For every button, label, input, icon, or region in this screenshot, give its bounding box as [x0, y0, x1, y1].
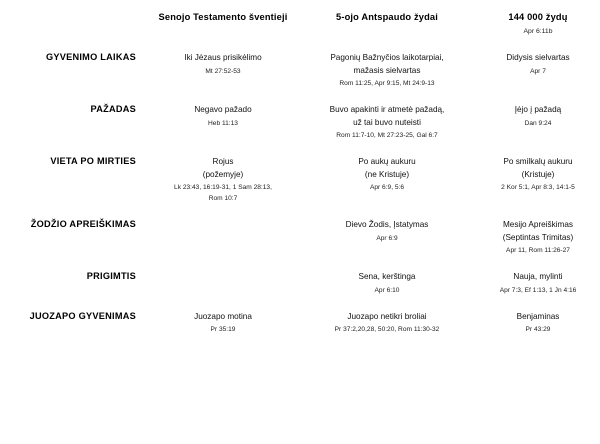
cell-text-line: Įėjo į pažadą: [514, 105, 562, 114]
spacer-cell: [0, 37, 148, 51]
scripture-reference-line: Heb 11:13: [208, 119, 238, 127]
scripture-reference-line: Pr 37:2,20,28, 50:20, Rom 11:30-32: [334, 326, 440, 333]
scripture-reference: [150, 66, 296, 77]
row-label: JUOZAPO GYVENIMAS: [29, 310, 136, 321]
row-label: GYVENIMO LAIKAS: [45, 52, 136, 62]
column-header-fifth-seal-jews: [298, 0, 476, 37]
scripture-reference-line: Pr 35:19: [210, 326, 236, 333]
cell-text-line: Benjaminas: [516, 311, 560, 321]
cell-text-line: Mesijo Apreiškimas: [502, 220, 574, 229]
column-header-144000-jews: [476, 0, 600, 37]
scripture-reference: [478, 118, 598, 129]
scripture-reference: [478, 66, 598, 77]
table-cell: [476, 218, 600, 270]
spacer-cell: [148, 37, 298, 51]
scripture-reference-line: Rom 10:7: [208, 195, 238, 202]
table-row: [0, 51, 600, 103]
scripture-reference: [150, 182, 296, 204]
row-label: PRIGIMTIS: [86, 271, 136, 281]
table-cell: [298, 310, 476, 350]
cell-text-line: (ne Kristuje): [364, 169, 410, 179]
cell-text-line: Buvo apakinti ir atmetė pažadą,: [329, 105, 445, 114]
table-cell: [148, 270, 298, 310]
column-header-title: 5-ojo Antspaudo žydai: [336, 12, 438, 22]
table-row: [0, 218, 600, 270]
table-cell: [476, 155, 600, 218]
header-row: [0, 0, 600, 37]
scripture-reference: [300, 285, 474, 296]
scripture-reference-line: Apr 7: [530, 67, 546, 75]
column-header-old-testament-saints: [148, 0, 298, 37]
table-cell: [148, 103, 298, 155]
scripture-reference: [150, 118, 296, 129]
scripture-reference: [300, 130, 474, 141]
cell-text-line: Dievo Žodis, Įstatymas: [345, 220, 429, 229]
table-row: [0, 103, 600, 155]
cell-text-line: Juozapo motina: [194, 311, 252, 321]
spacer-cell: [476, 37, 600, 51]
scripture-reference: [300, 182, 474, 193]
scripture-reference: [478, 245, 598, 256]
scripture-reference: [300, 78, 474, 89]
scripture-reference: [478, 324, 598, 335]
scripture-reference-line: Apr 11, Rom 11:26-27: [506, 247, 570, 254]
table-row: [0, 155, 600, 218]
scripture-reference-line: Pr 43:29: [525, 326, 551, 333]
table-cell: [148, 218, 298, 270]
scripture-reference-line: Dan 9:24: [524, 119, 552, 127]
header-spacer: [0, 37, 600, 51]
cell-text-line: Juozapo netikri broliai: [347, 311, 427, 321]
scripture-reference: [300, 324, 474, 335]
table-cell: [476, 270, 600, 310]
cell-text-line: Nauja, mylinti: [513, 272, 563, 281]
scripture-reference-line: Rom 11:7-10, Mt 27:23-25, Gal 6:7: [336, 132, 438, 139]
cell-text-line: Didysis sielvartas: [506, 53, 570, 62]
scripture-reference: [150, 324, 296, 335]
cell-text-line: Sena, kerštinga: [358, 272, 416, 281]
scripture-reference-line: Mt 27:52-53: [205, 67, 241, 75]
table-cell: [148, 310, 298, 350]
header-label-corner: [0, 0, 148, 37]
cell-text-line: (Septintas Trimitas): [502, 232, 574, 242]
scripture-reference-line: Apr 7:3, Ef 1:13, 1 Jn 4:16: [499, 286, 577, 294]
table-row: [0, 310, 600, 350]
column-header-title: Senojo Testamento šventieji: [158, 12, 288, 22]
table-cell: [298, 155, 476, 218]
table-cell: [476, 310, 600, 350]
scripture-reference: [478, 285, 598, 296]
cell-text-line: (Kristuje): [521, 169, 555, 179]
row-label: ŽODŽIO APREIŠKIMAS: [30, 219, 136, 229]
table-header: [0, 0, 600, 51]
scripture-reference-line: Apr 6:10: [374, 286, 400, 294]
table-body: [0, 51, 600, 349]
scripture-reference-line: Rom 11:25, Apr 9:15, Mt 24:9-13: [339, 80, 435, 87]
table-cell: [476, 51, 600, 103]
scripture-reference-line: Apr 6:9, 5:6: [369, 184, 405, 191]
scripture-reference-line: Lk 23:43, 16:19-31, 1 Sam 28:13,: [174, 184, 272, 191]
cell-text-line: Negavo pažado: [194, 105, 252, 114]
column-header-reference: Apr 6:11b: [523, 28, 553, 35]
cell-text-line: Iki Jėzaus prisikėlimo: [184, 53, 262, 62]
scripture-reference: [300, 233, 474, 244]
cell-text-line: Po aukų aukuru: [358, 157, 416, 166]
scripture-reference: [478, 182, 598, 193]
scripture-reference-line: Apr 6:9: [376, 234, 398, 242]
table-cell: [298, 103, 476, 155]
table-cell: [298, 270, 476, 310]
scripture-reference-line: 2 Kor 5:1, Apr 8:3, 14:1-5: [501, 184, 575, 191]
table-cell: [148, 51, 298, 103]
column-header-title: 144 000 žydų: [508, 12, 568, 22]
row-label: VIETA PO MIRTIES: [50, 156, 136, 166]
cell-text-line: Pagonių Bažnyčios laikotarpiai,: [330, 53, 444, 62]
cell-text-line: Rojus: [212, 157, 234, 166]
cell-text-line: Po smilkalų aukuru: [503, 157, 573, 166]
cell-text-line: (požemyje): [202, 169, 244, 179]
cell-text-line: mažasis sielvartas: [353, 65, 421, 75]
table-cell: [148, 155, 298, 218]
table-row: [0, 270, 600, 310]
table-cell: [298, 218, 476, 270]
table-cell: [476, 103, 600, 155]
spacer-cell: [298, 37, 476, 51]
row-label: PAŽADAS: [90, 104, 136, 114]
cell-text-line: už tai buvo nuteisti: [353, 117, 421, 127]
table-cell: [298, 51, 476, 103]
